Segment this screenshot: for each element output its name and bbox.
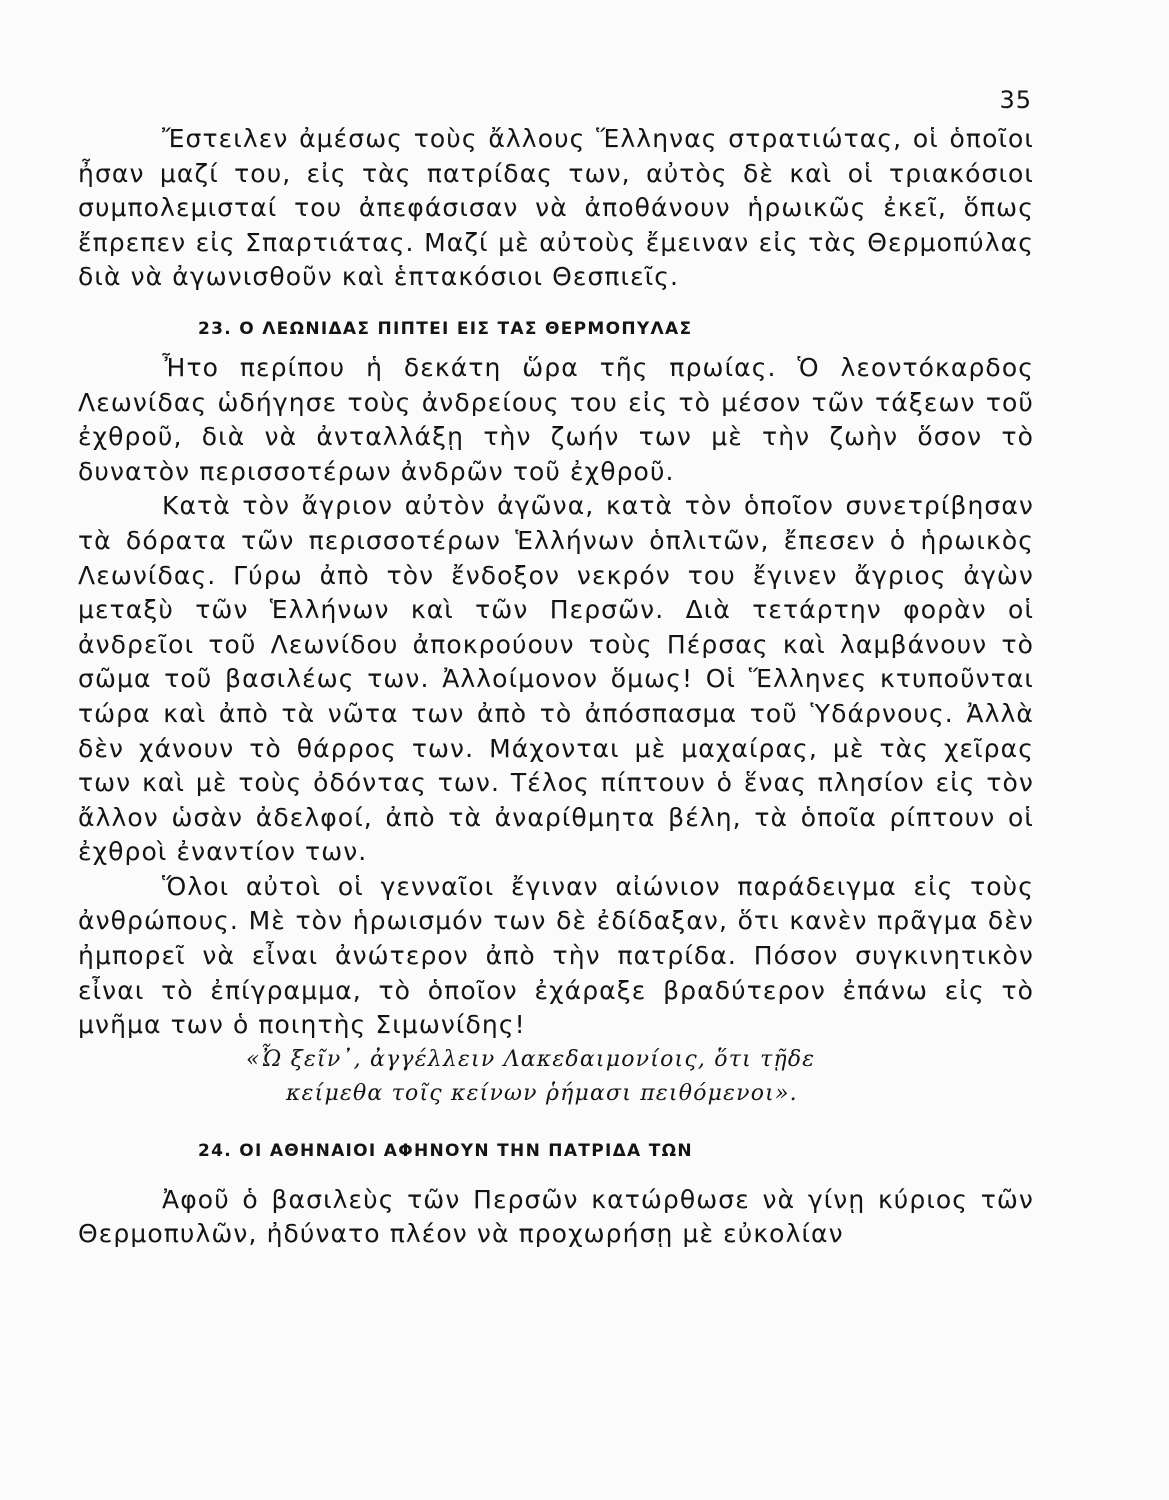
paragraph-23-2: Κατὰ τὸν ἄγριον αὐτὸν ἀγῶνα, κατὰ τὸν ὁποῖον συνετρίβησαν τὰ δόρατα τῶν περισσοτέρων Ἑλλήνων ὁπλιτῶν, ἔπεσεν ὁ ἡρωικὸς Λεωνίδας. Γύρω ἀπὸ τὸν ἔνδοξον νεκρόν του ἔγινεν ἄγριος ἀγὼν μεταξὺ τῶν Ἑλλήνων καὶ τῶν Περσῶν. Διὰ τετάρτην φορὰν οἱ ἀνδρεῖοι τοῦ Λεωνίδου ἀποκρούουν τοὺς Πέρσας καὶ λαμβάνουν τὸ σῶμα τοῦ βασιλέως των. Ἀλλοίμονον ὅμως! Οἱ Ἕλληνες κτυποῦνται τώρα καὶ ἀπὸ τὰ νῶτα των ἀπὸ τὸ ἀπόσπασμα τοῦ Ὑδάρνους. Ἀλλὰ δὲν χάνουν τὸ θάρρος των. Μάχονται μὲ μαχαίρας, μὲ τὰς χεῖρας των καὶ μὲ τοὺς ὀδόντας των. Τέλος πίπτουν ὁ ἕνας πλησίον εἰς τὸν ἄλλον ὡσὰν ἀδελφοί, ἀπὸ τὰ ἀναρίθμητα βέλη, τὰ ὁποῖα ρίπτουν οἱ ἐχθροὶ ἐναντίον των.	[78, 491, 1034, 867]
paragraph-24-1: Ἀφοῦ ὁ βασιλεὺς τῶν Περσῶν κατώρθωσε νὰ γίνῃ κύριος τῶν Θερμοπυλῶν, ἠδύνατο πλέον νὰ προχωρήσῃ μὲ εὐκολίαν	[78, 1184, 1034, 1249]
epigram-line-1: «Ὦ ξεῖν᾽, ἀγγέλλειν Λακεδαιμονίοις, ὅτι τῇδε	[246, 1046, 816, 1072]
page-body	[78, 122, 1034, 1252]
section-heading-23: 23. Ο ΛΕΩΝΙΔΑΣ ΠΙΠΤΕΙ ΕΙΣ ΤΑΣ ΘΕΡΜΟΠΥΛΑΣ	[198, 318, 693, 339]
section-heading-24: 24. ΟΙ ΑΘΗΝΑΙΟΙ ΑΦΗΝΟΥΝ ΤΗΝ ΠΑΤΡΙΔΑ ΤΩΝ	[198, 1140, 693, 1161]
paragraph-23-1: Ἦτο περίπου ἡ δεκάτη ὥρα τῆς πρωίας. Ὁ λεοντόκαρδος Λεωνίδας ὡδήγησε τοὺς ἀνδρείους του εἰς τὸ μέσον τῶν τάξεων τοῦ ἐχθροῦ, διὰ νὰ ἀνταλλάξῃ τὴν ζωήν των μὲ τὴν ζωὴν ὅσον τὸ δυνατὸν περισσοτέρων ἀνδρῶν τοῦ ἐχθροῦ.	[78, 352, 1034, 486]
paragraph-23-3: Ὅλοι αὐτοὶ οἱ γενναῖοι ἔγιναν αἰώνιον παράδειγμα εἰς τοὺς ἀνθρώπους. Μὲ τὸν ἡρωισμόν των δὲ ἐδίδαξαν, ὅτι κανὲν πρᾶγμα δὲν ἠμπορεῖ νὰ εἶναι ἀνώτερον ἀπὸ τὴν πατρίδα. Πόσον συγκινητικὸν εἶναι τὸ ἐπίγραμμα, τὸ ὁποῖον ἐχάραξε βραδύτερον ἐπάνω εἰς τὸ μνῆμα των ὁ ποιητὴς Σιμωνίδης!	[78, 871, 1034, 1040]
epigram-line-2: κείμεθα τοῖς κείνων ῥήμασι πειθόμενοι».	[286, 1080, 798, 1106]
page-number: 35	[999, 86, 1032, 114]
intro-paragraph: Ἔστειλεν ἀμέσως τοὺς ἄλλους Ἕλληνας στρατιώτας, οἱ ὁποῖοι ἦσαν μαζί του, εἰς τὰς πατρίδας των, αὐτὸς δὲ καὶ οἱ τριακόσιοι συμπολεμισταί του ἀπεφάσισαν νὰ ἀποθάνουν ἡρωικῶς ἐκεῖ, ὅπως ἔπρεπεν εἰς Σπαρτιάτας. Μαζί μὲ αὐτοὺς ἔμειναν εἰς τὰς Θερμοπύλας διὰ νὰ ἀγωνισθοῦν καὶ ἑπτακόσιοι Θεσπιεῖς.	[78, 124, 1034, 292]
